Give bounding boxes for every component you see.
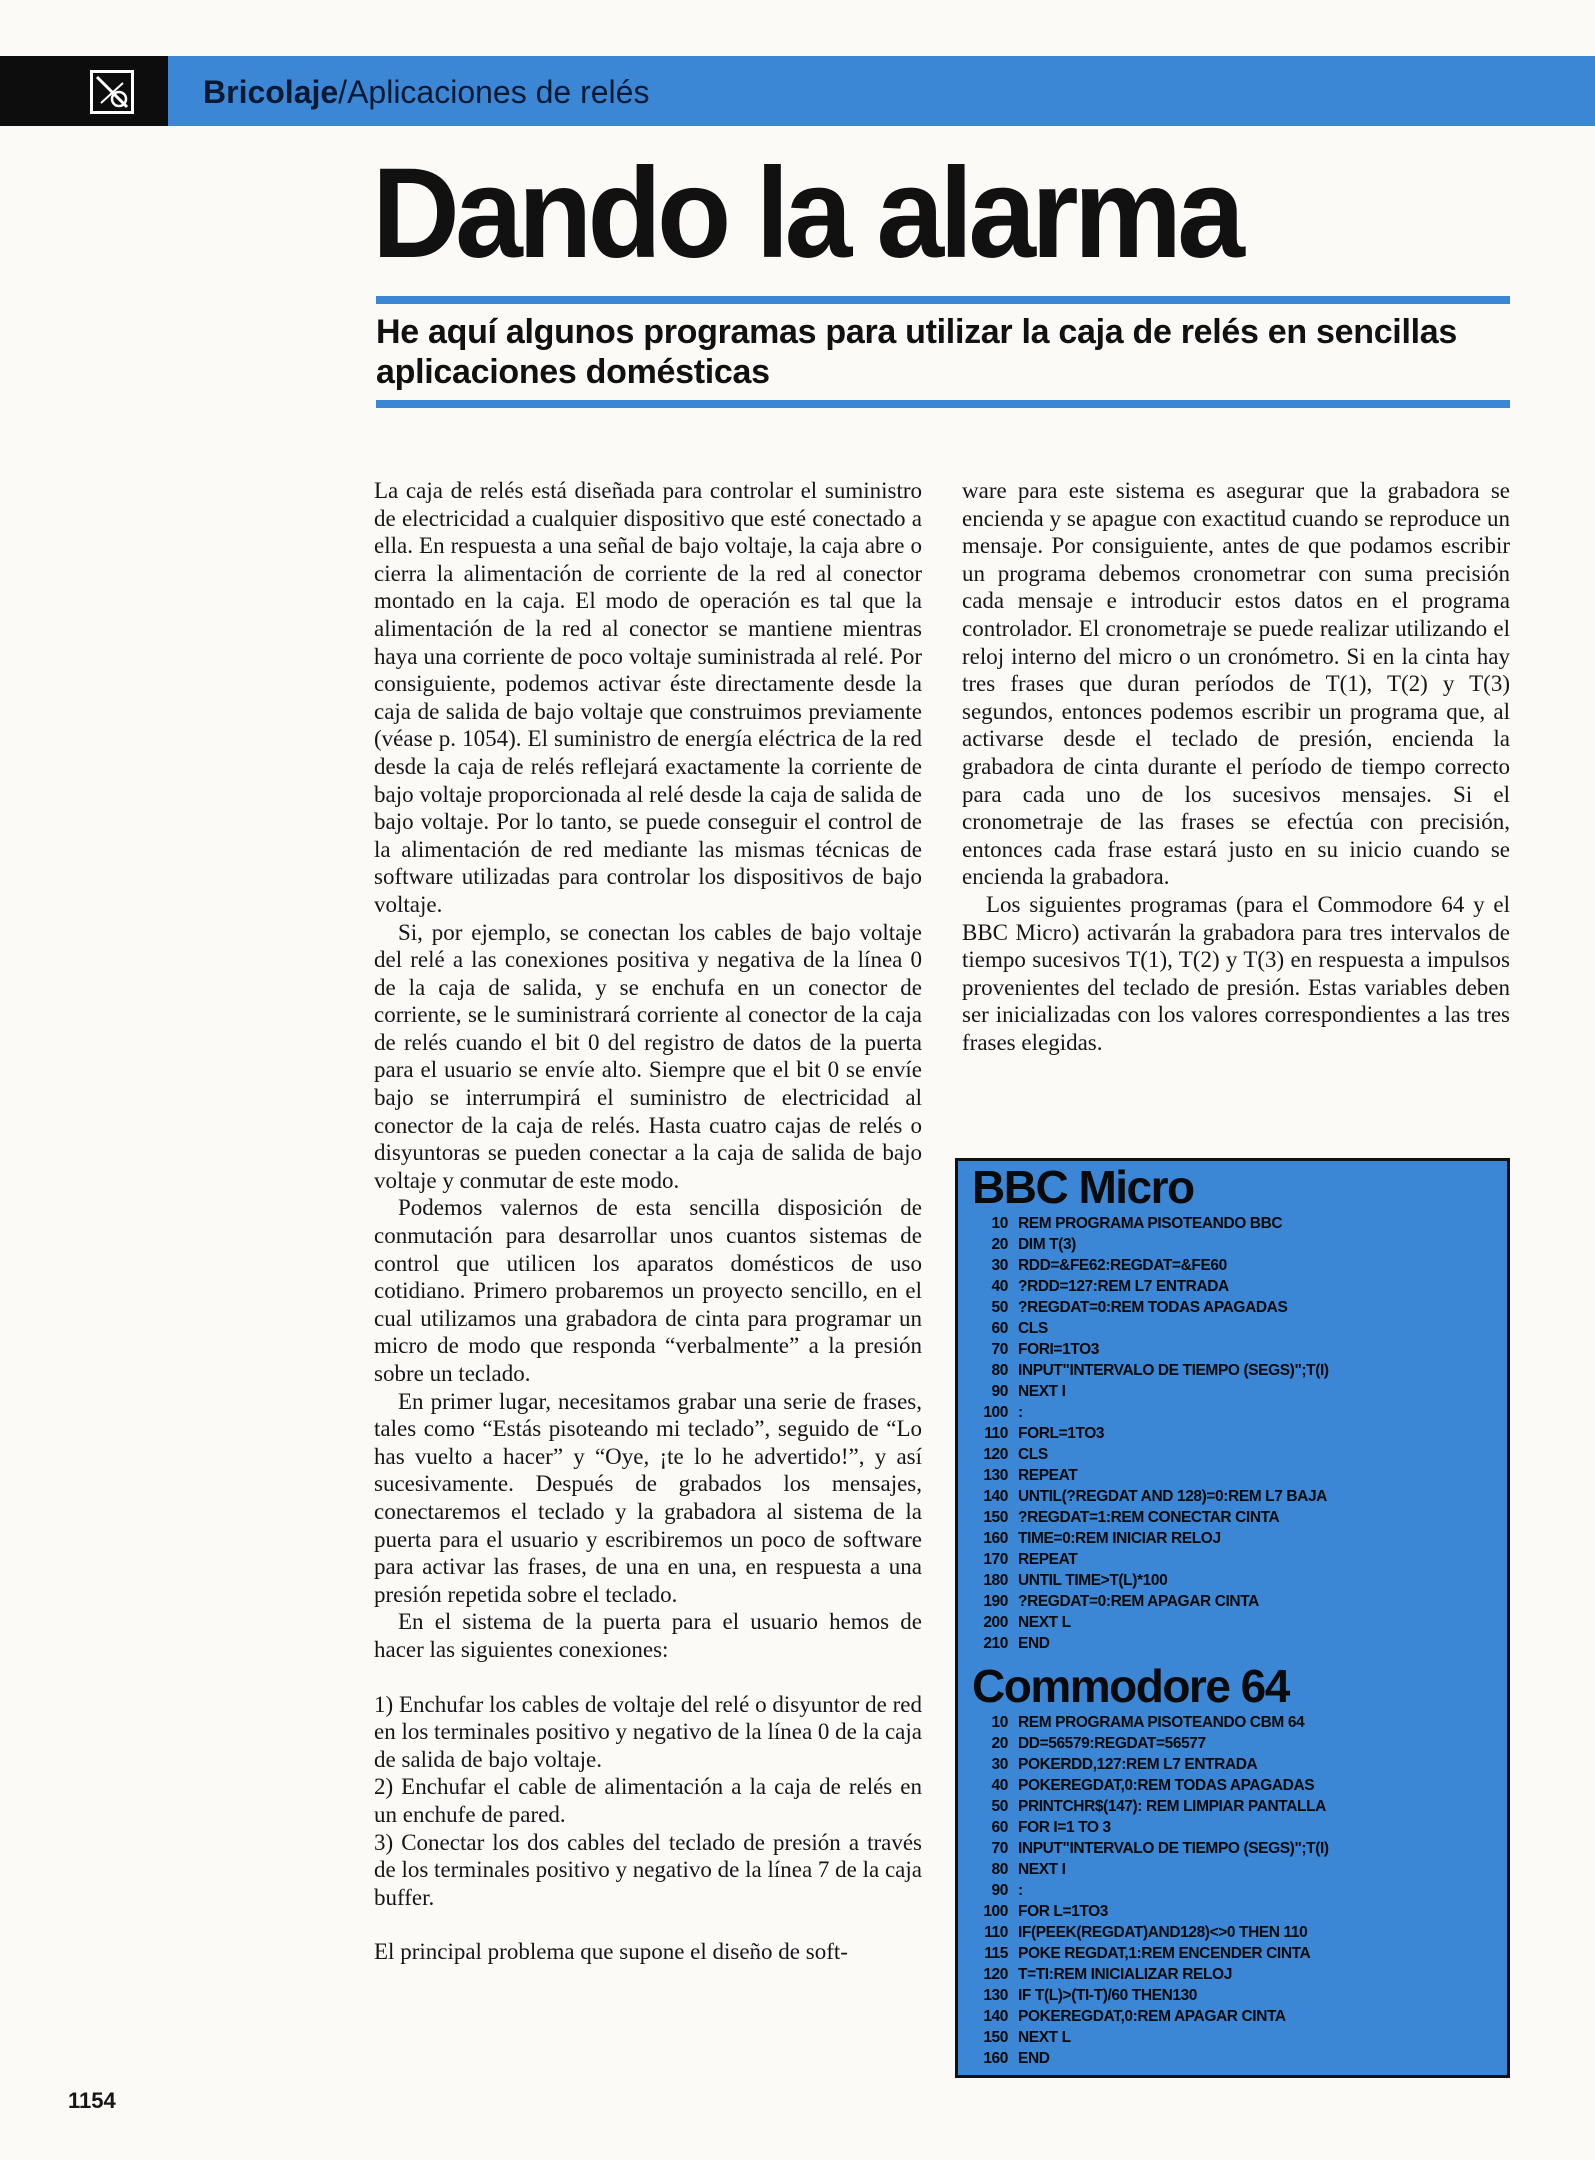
line-number: 20 xyxy=(991,1236,1008,1253)
bbc-listing xyxy=(972,1213,1493,1654)
line-number: 10 xyxy=(991,1714,1008,1731)
line-number: 40 xyxy=(991,1777,1008,1794)
line-number: 100 xyxy=(983,1404,1008,1421)
line-number: 50 xyxy=(991,1798,1008,1815)
line-number: 210 xyxy=(983,1635,1008,1652)
code-text: NEXT I xyxy=(1018,1383,1066,1400)
paragraph: Los siguientes programas (para el Commodore 64 y el BBC Micro) activarán la grabadora para tres intervalos de tiempo sucesivos T(1), T(2) y T(3) en respuesta a impulsos provenientes del teclado de presión. Estas variables deben ser inicializadas con los valores correspondientes a las tres frases elegidas. xyxy=(962,891,1510,1055)
code-line xyxy=(972,2048,1493,2069)
section-label: Bricolaje xyxy=(203,74,339,110)
line-number: 70 xyxy=(991,1341,1008,1358)
subtitle-top-rule xyxy=(376,296,1510,304)
code-text: ?REGDAT=0:REM APAGAR CINTA xyxy=(1018,1593,1259,1610)
code-text: : xyxy=(1018,1882,1023,1899)
code-line xyxy=(972,1859,1493,1880)
code-line xyxy=(972,1213,1493,1234)
page-number: 1154 xyxy=(68,2088,116,2113)
code-text: UNTIL(?REGDAT AND 128)=0:REM L7 BAJA xyxy=(1018,1488,1327,1505)
line-number: 30 xyxy=(991,1257,1008,1274)
line-number: 10 xyxy=(991,1215,1008,1232)
code-line xyxy=(972,1712,1493,1733)
code-text: FORI=1TO3 xyxy=(1018,1341,1099,1358)
code-line xyxy=(972,1964,1493,1985)
paragraph: La caja de relés está diseñada para controlar el suministro de electricidad a cualquier dispositivo que esté conectado a ella. En respuesta a una señal de bajo voltaje, la caja abre o cierra la alimentación de corriente de la red al conector montado en la caja. El modo de operación es tal que la alimentación de la red al conector se mantiene mientras haya una corriente de poco voltaje suministrada al relé. Por consiguiente, podemos activar éste directamente desde la caja de salida de bajo voltaje que construimos previamente (véase p. 1054). El suministro de energía eléctrica de la red desde la caja de relés reflejará exactamente la corriente de bajo voltaje proporcionada al relé desde la caja de salida de bajo voltaje. Por lo tanto, se puede conseguir el control de la alimentación de red mediante las mismas técnicas de software utilizadas para controlar los dispositivos de bajo voltaje. xyxy=(374,478,922,917)
line-number: 50 xyxy=(991,1299,1008,1316)
paragraph-closing: El principal problema que supone el diseño de soft- xyxy=(374,1939,848,1965)
code-text: FOR L=1TO3 xyxy=(1018,1903,1109,1920)
code-line xyxy=(972,1775,1493,1796)
paragraph: Podemos valernos de esta sencilla disposición de conmutación para desarrollar unos cuantos sistemas de control que utilicen los aparatos domésticos de uso cotidiano. Primero probaremos un proyecto sencillo, en el cual utilizamos una grabadora de cinta para programar un micro de modo que responda “verbalmente” a la presión sobre un teclado. xyxy=(374,1195,922,1386)
line-number: 110 xyxy=(984,1924,1008,1941)
c64-listing-title: Commodore 64 xyxy=(972,1660,1289,1712)
code-text: DD=56579:REGDAT=56577 xyxy=(1018,1735,1206,1752)
program-listings-box xyxy=(955,1158,1510,2078)
code-line xyxy=(972,1922,1493,1943)
line-number: 60 xyxy=(991,1819,1008,1836)
header-black-block xyxy=(0,56,168,126)
code-line xyxy=(972,1985,1493,2006)
line-number: 190 xyxy=(983,1593,1008,1610)
code-text: END xyxy=(1018,1635,1050,1652)
line-number: 110 xyxy=(984,1425,1008,1442)
subtitle-bottom-rule xyxy=(376,400,1510,408)
section-header xyxy=(203,74,649,111)
code-text: DIM T(3) xyxy=(1018,1236,1076,1253)
code-line xyxy=(972,1838,1493,1859)
paragraph: En el sistema de la puerta para el usuario hemos de hacer las siguientes conexiones: xyxy=(374,1609,922,1662)
code-line xyxy=(972,1901,1493,1922)
line-number: 130 xyxy=(983,1467,1008,1484)
line-number: 80 xyxy=(991,1362,1008,1379)
code-text: ?RDD=127:REM L7 ENTRADA xyxy=(1018,1278,1229,1295)
line-number: 90 xyxy=(991,1882,1008,1899)
code-line xyxy=(972,1733,1493,1754)
article-column-1 xyxy=(374,477,922,1966)
code-line xyxy=(972,1612,1493,1633)
page-title: Dando la alarma xyxy=(372,142,1241,285)
tools-icon xyxy=(90,70,134,114)
code-line xyxy=(972,1360,1493,1381)
code-line xyxy=(972,2027,1493,2048)
code-text: IF T(L)>(TI-T)/60 THEN130 xyxy=(1018,1987,1198,2004)
code-text: POKEREGDAT,0:REM TODAS APAGADAS xyxy=(1018,1777,1315,1794)
line-number: 200 xyxy=(983,1614,1008,1631)
code-line xyxy=(972,1444,1493,1465)
code-text: POKE REGDAT,1:REM ENCENDER CINTA xyxy=(1018,1945,1311,1962)
code-text: NEXT I xyxy=(1018,1861,1066,1878)
code-text: ?REGDAT=1:REM CONECTAR CINTA xyxy=(1018,1509,1280,1526)
line-number: 150 xyxy=(983,2029,1008,2046)
code-line xyxy=(972,1528,1493,1549)
line-number: 150 xyxy=(983,1509,1008,1526)
code-text: REM PROGRAMA PISOTEANDO CBM 64 xyxy=(1018,1714,1305,1731)
list-item: 2) Enchufar el cable de alimentación a la caja de relés en un enchufe de pared. xyxy=(374,1774,922,1827)
line-number: 100 xyxy=(983,1903,1008,1920)
line-number: 160 xyxy=(983,1530,1008,1547)
code-line xyxy=(972,1276,1493,1297)
bbc-listing-title: BBC Micro xyxy=(972,1161,1194,1213)
code-text: END xyxy=(1018,2050,1050,2067)
line-number: 70 xyxy=(991,1840,1008,1857)
code-text: TIME=0:REM INICIAR RELOJ xyxy=(1018,1530,1221,1547)
code-text: T=TI:REM INICIALIZAR RELOJ xyxy=(1018,1966,1232,1983)
code-line xyxy=(972,1943,1493,1964)
code-line xyxy=(972,2006,1493,2027)
code-text: RDD=&FE62:REGDAT=&FE60 xyxy=(1018,1257,1227,1274)
code-line xyxy=(972,1234,1493,1255)
code-line xyxy=(972,1465,1493,1486)
line-number: 115 xyxy=(984,1945,1008,1962)
code-line xyxy=(972,1549,1493,1570)
code-text: ?REGDAT=0:REM TODAS APAGADAS xyxy=(1018,1299,1288,1316)
subsection-label: /Aplicaciones de relés xyxy=(338,74,650,110)
code-text: NEXT L xyxy=(1018,2029,1071,2046)
code-line xyxy=(972,1318,1493,1339)
list-item: 1) Enchufar los cables de voltaje del relé o disyuntor de red en los terminales positivo y negativo de la línea 0 de la caja de salida de bajo voltaje. xyxy=(374,1691,922,1772)
code-text: PRINTCHR$(147): REM LIMPIAR PANTALLA xyxy=(1018,1798,1326,1815)
line-number: 120 xyxy=(983,1966,1008,1983)
paragraph: En primer lugar, necesitamos grabar una serie de frases, tales como “Estás pisoteando mi teclado”, seguido de “Lo has vuelto a hacer” y “Oye, ¡te lo he advertido!”, y así sucesivamente. Después de grabados los mensajes, conectaremos el teclado y la grabadora al sistema de la puerta para el usuario y escribiremos un poco de software para activar las frases, de una en una, en respuesta a una presión repetida sobre el teclado. xyxy=(374,1388,922,1607)
code-text: INPUT"INTERVALO DE TIEMPO (SEGS)";T(I) xyxy=(1018,1362,1329,1379)
subtitle: He aquí algunos programas para utilizar la caja de relés en sencillas aplicaciones domésticas xyxy=(376,313,1457,391)
line-number: 40 xyxy=(991,1278,1008,1295)
line-number: 160 xyxy=(983,2050,1008,2067)
code-line xyxy=(972,1796,1493,1817)
code-line xyxy=(972,1339,1493,1360)
code-line xyxy=(972,1633,1493,1654)
code-line xyxy=(972,1297,1493,1318)
code-text: UNTIL TIME>T(L)*100 xyxy=(1018,1572,1168,1589)
line-number: 20 xyxy=(991,1735,1008,1752)
code-text: REPEAT xyxy=(1018,1467,1078,1484)
line-number: 90 xyxy=(991,1383,1008,1400)
code-text: REPEAT xyxy=(1018,1551,1078,1568)
code-line xyxy=(972,1591,1493,1612)
code-text: FOR I=1 TO 3 xyxy=(1018,1819,1111,1836)
line-number: 60 xyxy=(991,1320,1008,1337)
c64-listing xyxy=(972,1712,1493,2069)
code-text: INPUT"INTERVALO DE TIEMPO (SEGS)";T(I) xyxy=(1018,1840,1329,1857)
paragraph: ware para este sistema es asegurar que la grabadora se encienda y se apague con exactitud cuando se reproduce un mensaje. Por consiguiente, antes de que podamos escribir un programa debemos cronometrar con suma precisión cada mensaje e introducir estos datos en el programa controlador. El cronometraje se puede realizar utilizando el reloj interno del micro o un cronómetro. Si en la cinta hay tres frases que duran períodos de T(1), T(2) y T(3) segundos, entonces podemos escribir un programa que, al activarse desde el teclado de presión, encienda la grabadora de cinta durante el período de tiempo correcto para cada uno de los sucesivos mensajes. Si el cronometraje de las frases se efectúa con precisión, entonces cada frase estará justo en su inicio cuando se encienda la grabadora. xyxy=(962,478,1510,890)
code-line xyxy=(972,1402,1493,1423)
code-line xyxy=(972,1507,1493,1528)
line-number: 120 xyxy=(983,1446,1008,1463)
code-line xyxy=(972,1570,1493,1591)
line-number: 170 xyxy=(983,1551,1008,1568)
code-text: : xyxy=(1018,1404,1023,1421)
code-line xyxy=(972,1880,1493,1901)
list-item: 3) Conectar los dos cables del teclado de presión a través de los terminales positivo y negativo de la línea 7 de la caja buffer. xyxy=(374,1829,922,1910)
code-line xyxy=(972,1754,1493,1775)
code-text: CLS xyxy=(1018,1320,1048,1337)
code-line xyxy=(972,1817,1493,1838)
line-number: 140 xyxy=(983,1488,1008,1505)
code-line xyxy=(972,1255,1493,1276)
code-text: POKEREGDAT,0:REM APAGAR CINTA xyxy=(1018,2008,1286,2025)
code-text: IF(PEEK(REGDAT)AND128)<>0 THEN 110 xyxy=(1018,1924,1308,1941)
article-column-2 xyxy=(962,477,1510,1056)
code-text: REM PROGRAMA PISOTEANDO BBC xyxy=(1018,1215,1283,1232)
line-number: 140 xyxy=(983,2008,1008,2025)
code-text: POKERDD,127:REM L7 ENTRADA xyxy=(1018,1756,1258,1773)
line-number: 180 xyxy=(983,1572,1008,1589)
code-line xyxy=(972,1423,1493,1444)
code-text: FORL=1TO3 xyxy=(1018,1425,1105,1442)
code-line xyxy=(972,1486,1493,1507)
line-number: 30 xyxy=(991,1756,1008,1773)
code-text: NEXT L xyxy=(1018,1614,1071,1631)
paragraph: Si, por ejemplo, se conectan los cables de bajo voltaje del relé a las conexiones positiva y negativa de la línea 0 de la caja de salida, y se enchufa en un conector de corriente, se le suministrará corriente al conector de la caja de relés cuando el bit 0 del registro de datos de la puerta para el usuario se envíe alto. Siempre que el bit 0 se envíe bajo se interrumpirá el suministro de electricidad al conector de la caja de relés. Hasta cuatro cajas de relés o disyuntoras se pueden conectar a la caja de salida de bajo voltaje y conmutar de este modo. xyxy=(374,919,922,1193)
line-number: 80 xyxy=(991,1861,1008,1878)
code-line xyxy=(972,1381,1493,1402)
line-number: 130 xyxy=(983,1987,1008,2004)
code-text: CLS xyxy=(1018,1446,1048,1463)
